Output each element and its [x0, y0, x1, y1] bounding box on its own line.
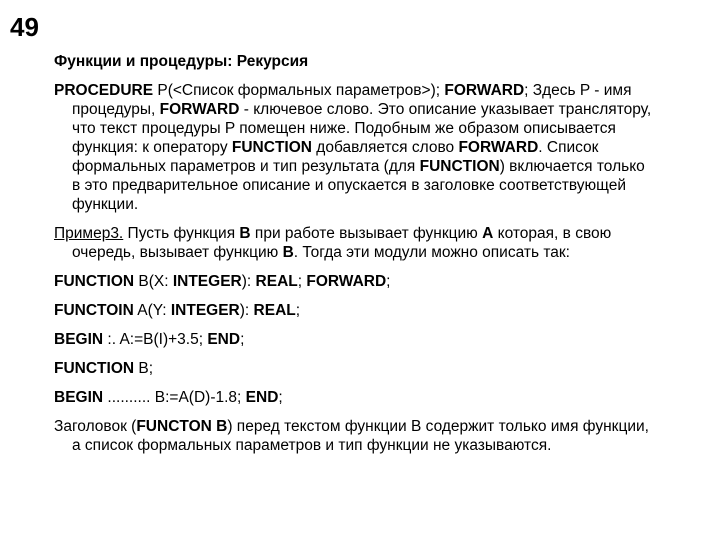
text-run: A(Y:: [133, 302, 171, 319]
title-colon: :: [227, 53, 237, 70]
text-run: :. A:=B(I)+3.5;: [103, 331, 208, 348]
text-run: ;: [297, 273, 307, 290]
text-run: B;: [134, 360, 154, 377]
text-run: ):: [239, 302, 254, 319]
paragraph-footer: [54, 417, 654, 455]
keyword: FORWARD: [306, 273, 387, 290]
text-run: B(X:: [134, 273, 173, 290]
text-run: ) перед текстом функции B содержит только имя функции, а список формальных параметров и тип функции не указываются.: [72, 418, 649, 454]
text-run: . Список формальных параметров и тип результата (для: [72, 139, 599, 175]
keyword: BEGIN: [54, 389, 104, 406]
code-line-3: [54, 330, 654, 349]
keyword: REAL: [253, 302, 296, 319]
keyword: FORWARD: [444, 82, 525, 99]
text-run: ) включается только в это предварительное описание и опускается в заголовке соответствующей функции.: [72, 158, 645, 213]
keyword: FUNCTION: [54, 273, 135, 290]
text-run: - ключевое слово. Это описание указывает транслятору, что текст процедуры P помещен ниже. Подобным же образом описывается функция: к оператору: [72, 101, 652, 156]
text-run: Пусть функция: [123, 225, 240, 242]
text-run: ;: [386, 273, 391, 290]
keyword: INTEGER: [172, 273, 242, 290]
text-run: ):: [241, 273, 256, 290]
text-run: ;: [295, 302, 301, 319]
paragraph-forward-description: [54, 81, 654, 214]
text-run: .......... B:=A(D)-1.8;: [103, 389, 246, 406]
keyword: FUNCTON B: [136, 418, 228, 435]
keyword: PROCEDURE: [54, 82, 154, 99]
slide-title: [54, 52, 654, 71]
text-run: . Тогда эти модули можно описать так:: [293, 244, 570, 261]
slide-content: [54, 52, 654, 465]
text-run: ;: [278, 389, 283, 406]
keyword: FUNCTION: [419, 158, 500, 175]
keyword: FUNCTION: [231, 139, 312, 156]
keyword: END: [207, 331, 241, 348]
text-run: добавляется слово: [311, 139, 459, 156]
code-line-1: [54, 272, 654, 291]
keyword: FUNCTOIN: [54, 302, 134, 319]
text-run: при работе вызывает функцию: [250, 225, 483, 242]
code-line-4: [54, 359, 654, 378]
keyword: B: [239, 225, 251, 242]
keyword: A: [482, 225, 494, 242]
text-run: ;: [240, 331, 245, 348]
title-main: Функции и процедуры: [54, 53, 228, 70]
keyword: B: [282, 244, 294, 261]
text-run: Заголовок (: [54, 418, 137, 435]
title-sub: Рекурсия: [236, 53, 309, 70]
keyword: FUNCTION: [54, 360, 135, 377]
paragraph-example: [54, 224, 654, 262]
slide-number: 49: [10, 12, 39, 42]
text-run: ; Здесь P - имя процедуры,: [72, 82, 632, 118]
text-run: которая, в свою очередь, вызывает функцию: [72, 225, 612, 261]
text-run: P(<Список формальных параметров>);: [153, 82, 445, 99]
keyword: END: [245, 389, 279, 406]
keyword: FORWARD: [159, 101, 240, 118]
keyword: INTEGER: [170, 302, 240, 319]
code-line-2: [54, 301, 654, 320]
keyword: BEGIN: [54, 331, 104, 348]
example-label: Пример3.: [54, 225, 124, 242]
code-line-5: [54, 388, 654, 407]
keyword: FORWARD: [458, 139, 539, 156]
keyword: REAL: [255, 273, 298, 290]
